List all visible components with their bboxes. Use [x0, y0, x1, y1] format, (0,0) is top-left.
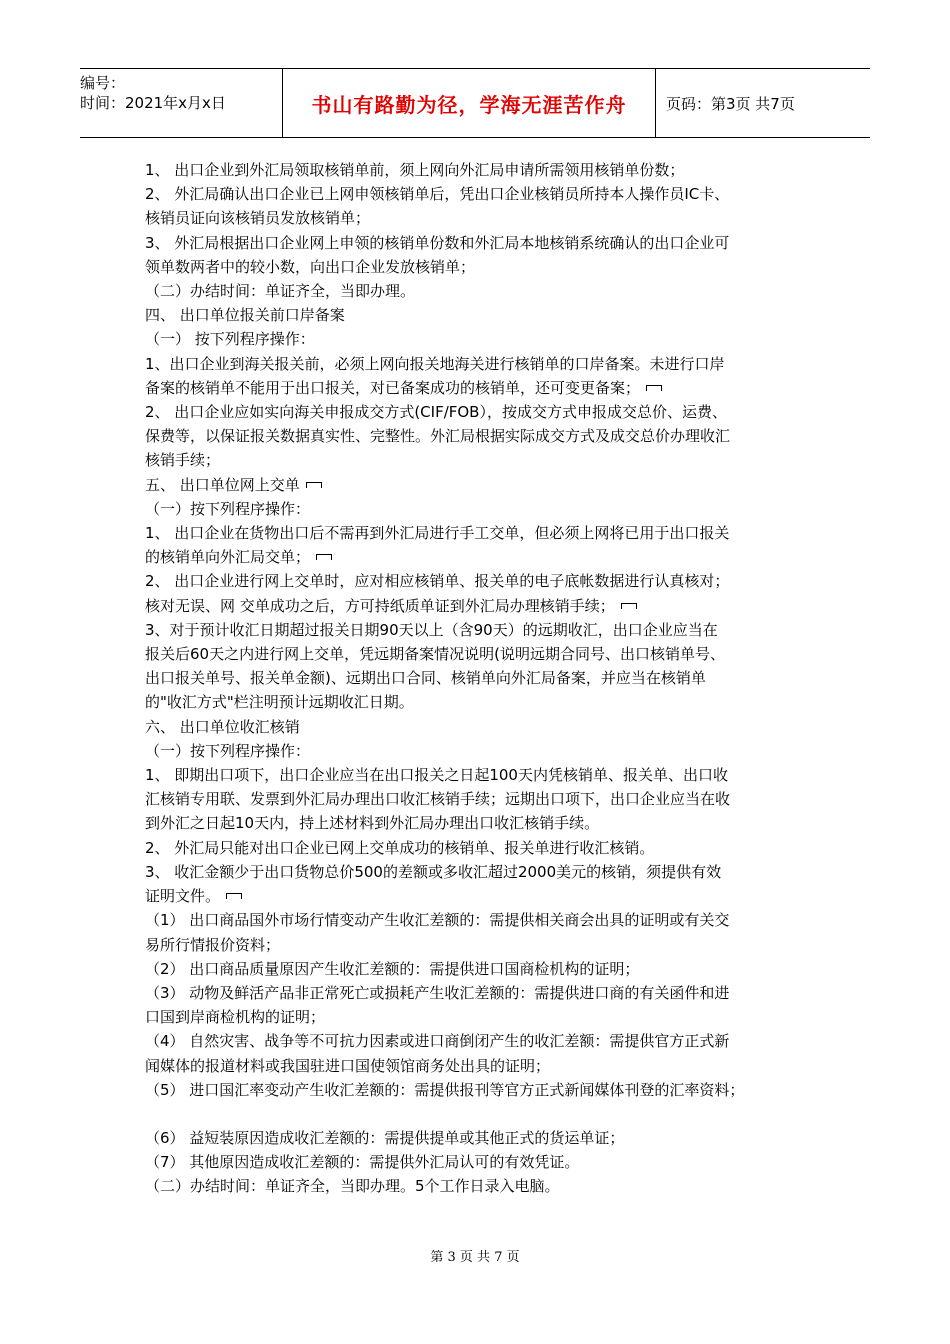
body-line — [145, 158, 805, 182]
body-line — [145, 303, 805, 327]
body-line — [145, 618, 805, 642]
header-page-info: 页码：第3页 共7页 — [666, 94, 795, 113]
body-line — [145, 327, 805, 351]
edit-mark-icon — [646, 385, 662, 391]
body-line-text: （2） 出口商品质量原因产生收汇差额的：需提供进口国商检机构的证明； — [145, 959, 640, 978]
body-line — [145, 376, 805, 400]
body-line-text: （6） 益短装原因造成收汇差额的：需提供提单或其他正式的货运单证； — [145, 1128, 625, 1147]
body-line-text: 闻媒体的报道材料或我国驻进口国使领馆商务处出具的证明； — [145, 1056, 551, 1075]
body-line — [145, 787, 805, 811]
body-line-text: （1） 出口商品国外市场行情变动产生收汇差额的：需提供相关商会出具的证明或有关交 — [145, 911, 730, 930]
edit-mark-icon — [306, 482, 322, 488]
body-line-text: 报关后60天之内进行网上交单，凭远期备案情况说明(说明远期合同号、出口核销单号、 — [145, 645, 725, 664]
body-line — [145, 642, 805, 666]
page-footer: 第 3 页 共 7 页 — [430, 1250, 520, 1265]
body-line — [145, 545, 805, 569]
body-line-text: （7） 其他原因造成收汇差额的：需提供外汇局认可的有效凭证。 — [145, 1153, 580, 1172]
body-line-text: 3、 外汇局根据出口企业网上申领的核销单份数和外汇局本地核销系统确认的出口企业可 — [145, 233, 730, 252]
body-line-text: （5） 进口国汇率变动产生收汇差额的：需提供报刊等官方正式新闻媒体刊登的汇率资料； — [145, 1080, 745, 1099]
body-line — [145, 448, 805, 472]
body-line-text: 的"收汇方式"栏注明预计远期收汇日期。 — [145, 693, 414, 712]
page-header — [80, 68, 870, 138]
body-line-text: （二）办结时间：单证齐全，当即办理。5个工作日录入电脑。 — [145, 1177, 560, 1196]
body-line — [145, 1174, 805, 1198]
body-line — [145, 933, 805, 957]
edit-mark-icon — [316, 554, 332, 560]
body-line — [145, 666, 805, 690]
body-line — [145, 836, 805, 860]
body-line — [145, 1102, 805, 1126]
body-line — [145, 352, 805, 376]
body-line — [145, 255, 805, 279]
body-line — [145, 206, 805, 230]
body-line — [145, 473, 805, 497]
document-date: 时间：2021年x月x日 — [80, 94, 226, 112]
body-line — [145, 908, 805, 932]
body-line — [145, 279, 805, 303]
body-line-text: 领单数两者中的较小数，向出口企业发放核销单； — [145, 257, 476, 276]
body-line-text: 2、 出口企业进行网上交单时，应对相应核销单、报关单的电子底帐数据进行认真核对； — [145, 572, 730, 591]
body-line-text: （二）办结时间：单证齐全，当即办理。 — [145, 282, 416, 301]
body-line — [145, 1078, 805, 1102]
body-line-text: 1、 出口企业到外汇局领取核销单前，须上网向外汇局申请所需领用核销单份数； — [145, 161, 685, 179]
edit-mark-icon — [621, 603, 637, 609]
header-motto: 书山有路勤为径，学海无涯苦作舟 — [311, 92, 627, 117]
body-line-text: （3） 动物及鲜活产品非正常死亡或损耗产生收汇差额的：需提供进口商的有关函件和进 — [145, 983, 730, 1002]
body-line-text: （4） 自然灾害、战争等不可抗力因素或进口商倒闭产生的收汇差额：需提供官方正式新 — [145, 1032, 730, 1051]
document-body — [145, 158, 805, 1199]
body-line-text: 到外汇之日起10天内，持上述材料到外汇局办理出口收汇核销手续。 — [145, 814, 600, 833]
body-line — [145, 739, 805, 763]
body-line-text: 易所行情报价资料； — [145, 935, 281, 954]
body-line-text: 核销手续； — [145, 451, 221, 470]
body-line-text: 五、 出口单位网上交单 — [145, 475, 300, 494]
body-line-text: 1、出口企业到海关报关前，必须上网向报关地海关进行核销单的口岸备案。未进行口岸 — [145, 354, 725, 373]
body-line — [145, 497, 805, 521]
body-line — [145, 231, 805, 255]
body-line — [145, 1054, 805, 1078]
body-line — [145, 884, 805, 908]
body-line-text: 2、 外汇局确认出口企业已上网申领核销单后，凭出口企业核销员所持本人操作员IC卡、 — [145, 185, 730, 204]
body-line-text: 保费等，以保证报关数据真实性、完整性。外汇局根据实际成交方式及成交总价办理收汇 — [145, 427, 731, 446]
body-line — [145, 1126, 805, 1150]
body-line-text: 的核销单向外汇局交单； — [145, 548, 311, 567]
body-line-text: 备案的核销单不能用于出口报关，对已备案成功的核销单，还可变更备案； — [145, 378, 641, 397]
body-line — [145, 690, 805, 714]
body-line — [145, 400, 805, 424]
header-motto-cell — [282, 69, 656, 137]
body-line-text: 证明文件。 — [145, 887, 221, 906]
body-line-text: （一）按下列程序操作： — [145, 499, 311, 518]
body-line-text: 3、对于预计收汇日期超过报关日期90天以上（含90天）的远期收汇，出口企业应当在 — [145, 620, 718, 639]
body-line — [145, 957, 805, 981]
body-line — [145, 569, 805, 593]
body-line-text: 核对无误、网 交单成功之后，方可持纸质单证到外汇局办理核销手续； — [145, 596, 615, 615]
body-line — [145, 1005, 805, 1029]
body-line-text: 核销员证向该核销员发放核销单； — [145, 209, 371, 228]
body-line — [145, 424, 805, 448]
body-line-text: 2、 外汇局只能对出口企业已网上交单成功的核销单、报关单进行收汇核销。 — [145, 838, 655, 857]
body-line — [145, 594, 805, 618]
body-line-text: 3、 收汇金额少于出口货物总价500的差额或多收汇超过2000美元的核销，须提供有效 — [145, 862, 722, 881]
edit-mark-icon — [226, 893, 242, 899]
body-line-text: （一） 按下列程序操作： — [145, 330, 315, 349]
body-line — [145, 763, 805, 787]
header-meta — [80, 69, 280, 141]
body-line — [145, 715, 805, 739]
body-line-text: 2、 出口企业应如实向海关申报成交方式(CIF/FOB），按成交方式申报成交总价、运费、 — [145, 403, 727, 422]
body-line-text: 口国到岸商检机构的证明； — [145, 1008, 326, 1027]
body-line — [145, 1150, 805, 1174]
body-line-text: 1、 出口企业在货物出口后不需再到外汇局进行手工交单，但必须上网将已用于出口报关 — [145, 524, 730, 543]
body-line — [145, 811, 805, 835]
body-line — [145, 981, 805, 1005]
body-line — [145, 1029, 805, 1053]
document-number-label: 编号： — [80, 74, 126, 92]
body-line-text: 四、 出口单位报关前口岸备案 — [145, 306, 345, 325]
body-line-text: 1、 即期出口项下，出口企业应当在出口报关之日起100天内凭核销单、报关单、出口收 — [145, 766, 728, 785]
body-line-text: 汇核销专用联、发票到外汇局办理出口收汇核销手续；远期出口项下，出口企业应当在收 — [145, 790, 731, 809]
body-line — [145, 521, 805, 545]
body-line — [145, 182, 805, 206]
body-line-text: 六、 出口单位收汇核销 — [145, 717, 300, 736]
body-line — [145, 860, 805, 884]
body-line-text: 出口报关单号、报关单金额)、远期出口合同、核销单向外汇局备案，并应当在核销单 — [145, 669, 706, 688]
body-line-text: （一）按下列程序操作： — [145, 741, 311, 760]
